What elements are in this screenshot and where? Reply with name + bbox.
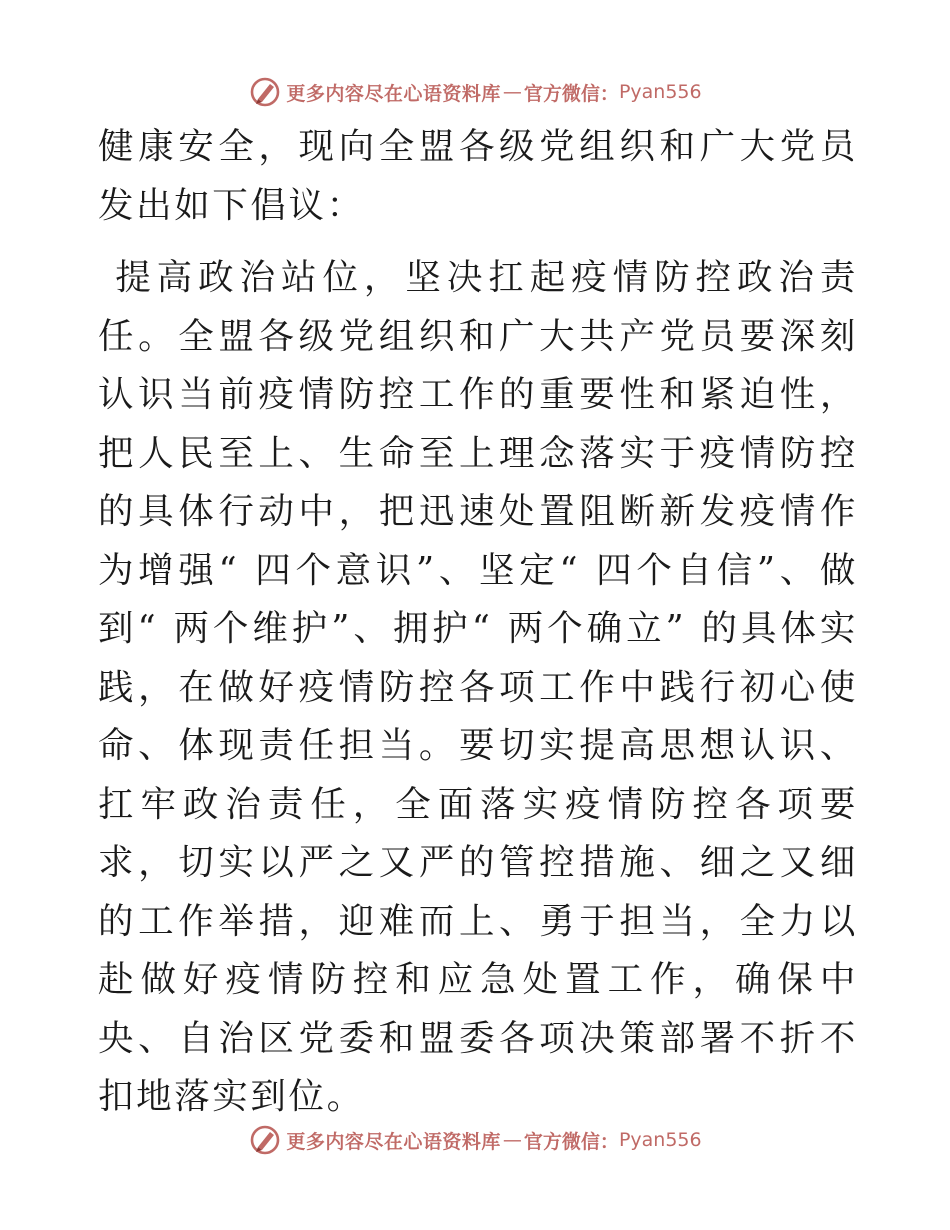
watermark-wechat-id: Pyan556 [618,1129,702,1151]
watermark-separator: — [502,1129,522,1151]
paragraph-main: 提高政治站位，坚决扛起疫情防控政治责任。全盟各级党组织和广大共产党员要深刻认识当前疫情防控工作的重要性和紧迫性，把人民至上、生命至上理念落实于疫情防控的具体行动中，把迅速处置阻断新发疫情作为增强“ 四个意识”、坚定“ 四个自信”、做到“ 两个维护”、拥护“ 两个确立” 的具体实践，在做好疫情防控各项工作中践行初心使命、体现责任担当。要切实提高思想认识、扛牢政治责任，全面落实疫情防控各项要求，切实以严之又严的管控措施、细之又细的工作举措，迎难而上、勇于担当，全力以赴做好疫情防控和应急处置工作，确保中央、自治区党委和盟委各项决策部署不折不扣地落实到位。 [98,257,858,1117]
pen-logo-icon [248,75,282,109]
watermark-separator: — [502,81,522,103]
pen-logo-icon [248,1123,282,1157]
watermark-wechat-id: Pyan556 [618,81,702,103]
watermark-brand: 更多内容尽在心语资料库 [286,1130,501,1153]
watermark-official-label: 官方微信： [523,1130,619,1153]
paragraph-intro: 健康安全，现向全盟各级党组织和广大党员发出如下倡议： [98,126,858,226]
watermark-brand: 更多内容尽在心语资料库 [286,82,501,105]
footer-watermark [0,1120,950,1160]
watermark-official-label: 官方微信： [523,82,619,105]
document-body [98,118,858,1127]
header-watermark [0,72,950,112]
